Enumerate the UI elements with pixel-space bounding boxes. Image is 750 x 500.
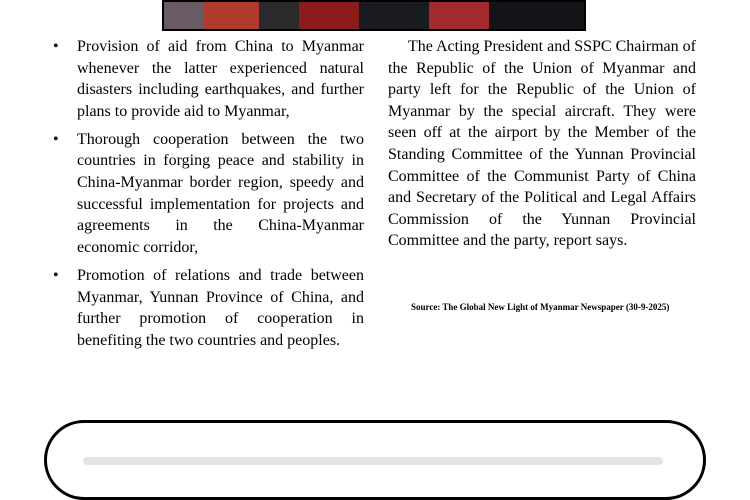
bullet-text: Thorough cooperation between the two countries in forging peace and stability in China-Myanmar border region, speedy and successful implementation for projects and agreements in the China-Myanmar economic corridor,	[77, 130, 364, 256]
rounded-callout-box	[44, 420, 706, 500]
bullet-marker: •	[53, 130, 59, 148]
bullet-item	[50, 265, 364, 351]
source-citation: Source: The Global New Light of Myanmar Newspaper (30-9-2025)	[411, 302, 670, 312]
bullet-text: Provision of aid from China to Myanmar whenever the latter experienced natural disasters including earthquakes, and further plans to provide aid to Myanmar,	[77, 38, 364, 120]
bullet-text: Promotion of relations and trade between Myanmar, Yunnan Province of China, and further promotion of cooperation in benefiting the two countries and peoples.	[77, 266, 364, 349]
news-paragraph: The Acting President and SSPC Chairman of the Republic of the Union of Myanmar and party left for the Republic of the Union of Myanmar by the special aircraft. They were seen off at the airport by the Member of the Standing Committee of the Yunnan Provincial Committee of the Communist Party of China and Secretary of the Political and Legal Affairs Commission of the Yunnan Provincial Committee and the party, report says.	[388, 38, 696, 250]
bullet-item	[50, 36, 364, 122]
cut-off-box-text	[83, 457, 663, 465]
right-column	[388, 36, 696, 252]
top-photo	[162, 0, 586, 31]
bullet-list	[50, 36, 364, 351]
bullet-item	[50, 129, 364, 259]
bullet-marker: •	[53, 38, 59, 55]
bullet-column	[50, 36, 364, 358]
bullet-marker: •	[53, 266, 59, 284]
